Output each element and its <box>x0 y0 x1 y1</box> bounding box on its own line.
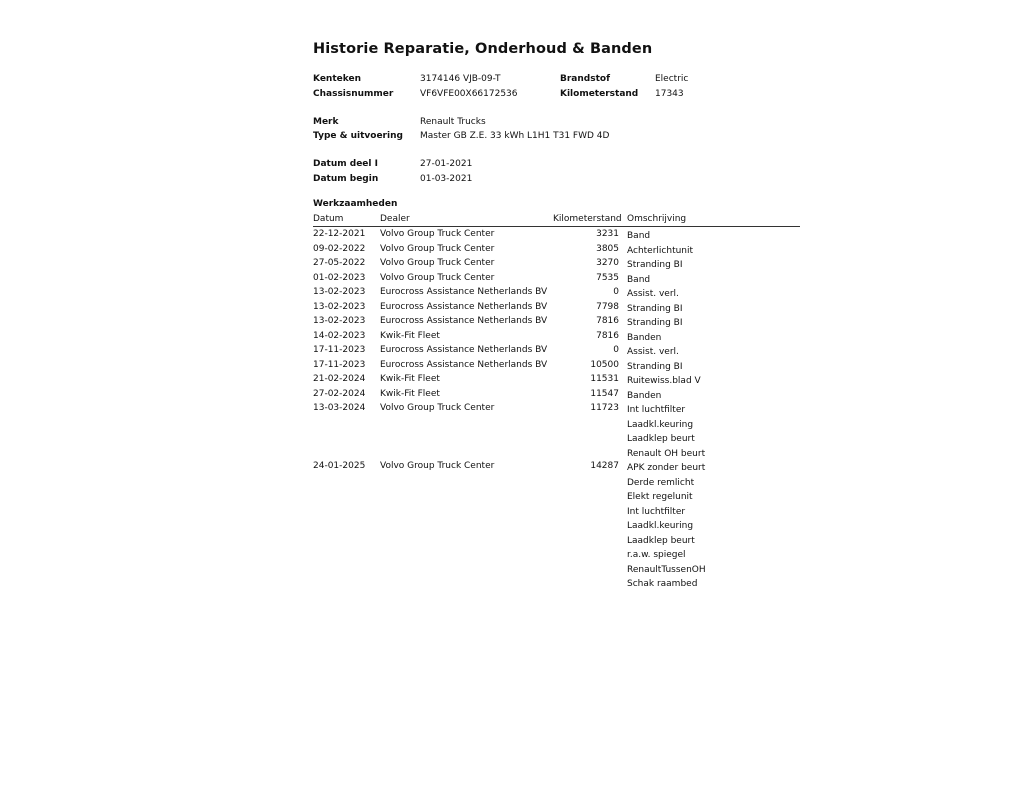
omschrijving-item: APK zonder beurt <box>627 463 706 473</box>
omschrijving-item: Laadklep beurt <box>627 535 695 546</box>
row-kilometerstand: 14287 <box>590 461 619 471</box>
row-omschrijving <box>627 227 800 244</box>
row-datum: 14-02-2023 <box>313 330 366 341</box>
omschrijving-item: Assist. verl. <box>627 347 679 357</box>
werkzaamheden-heading: Werkzaamheden <box>313 199 398 209</box>
omschrijving-item: Renault OH beurt <box>627 448 706 459</box>
datum-begin-label: Datum begin <box>313 173 379 184</box>
row-dealer: Kwik-Fit Fleet <box>380 388 440 399</box>
work-table-body <box>313 227 800 592</box>
row-omschrijving <box>627 389 800 404</box>
kenteken-row <box>313 72 803 87</box>
datum-begin-row <box>313 172 803 187</box>
omschrijving-item: Elekt regelunit <box>627 492 693 502</box>
row-dealer: Volvo Group Truck Center <box>380 258 495 268</box>
row-datum: 21-02-2024 <box>313 374 366 384</box>
table-row <box>313 287 800 302</box>
row-dealer: Eurocross Assistance Netherlands BV <box>380 316 548 326</box>
table-row <box>313 302 800 317</box>
kilometerstand-label: Kilometerstand <box>560 88 639 99</box>
row-omschrijving <box>627 302 800 317</box>
merk-label: Merk <box>313 116 339 127</box>
vehicle-id-section <box>313 72 803 101</box>
datum-deel-value: 27-01-2021 <box>420 159 473 169</box>
row-datum: 13-02-2023 <box>313 301 366 312</box>
row-dealer: Eurocross Assistance Netherlands BV <box>380 301 548 312</box>
row-omschrijving <box>627 287 800 302</box>
page-title: Historie Reparatie, Onderhoud & Banden <box>313 41 653 57</box>
row-kilometerstand: 0 <box>613 287 619 297</box>
chassis-value: VF6VFE00X66172536 <box>420 88 518 99</box>
omschrijving-item: Stranding BI <box>627 260 683 270</box>
column-header-dealer: Dealer <box>380 212 553 227</box>
row-omschrijving <box>627 360 800 375</box>
row-kilometerstand: 3805 <box>596 243 619 254</box>
row-dealer: Volvo Group Truck Center <box>380 229 495 239</box>
row-datum: 01-02-2023 <box>313 272 366 283</box>
omschrijving-item: Schak raambed <box>627 579 698 589</box>
row-dealer: Volvo Group Truck Center <box>380 243 495 254</box>
row-omschrijving <box>627 244 800 259</box>
row-dealer: Kwik-Fit Fleet <box>380 330 440 341</box>
merk-row <box>313 115 803 130</box>
row-datum: 09-02-2022 <box>313 243 366 254</box>
vehicle-dates-section <box>313 157 803 186</box>
omschrijving-item: Assist. verl. <box>627 289 679 299</box>
type-row <box>313 129 803 144</box>
row-omschrijving <box>627 374 800 389</box>
omschrijving-item: Ruitewiss.blad V <box>627 376 701 386</box>
row-kilometerstand: 7816 <box>596 330 619 341</box>
chassis-label: Chassisnummer <box>313 88 394 99</box>
column-header-omschrijving: Omschrijving <box>627 212 800 227</box>
row-datum: 27-05-2022 <box>313 258 366 268</box>
row-datum: 22-12-2021 <box>313 229 366 239</box>
omschrijving-item: Banden <box>627 332 662 343</box>
omschrijving-item: Derde remlicht <box>627 477 695 488</box>
omschrijving-item: Banden <box>627 390 662 401</box>
datum-begin-value: 01-03-2021 <box>420 173 473 184</box>
omschrijving-item: Stranding BI <box>627 361 683 372</box>
omschrijving-item: Band <box>627 274 651 285</box>
row-datum: 13-02-2023 <box>313 316 366 326</box>
omschrijving-item: Int luchtfilter <box>627 506 686 517</box>
table-row <box>313 258 800 273</box>
row-dealer: Kwik-Fit Fleet <box>380 374 440 384</box>
omschrijving-item: RenaultTussenOH <box>627 564 706 575</box>
row-omschrijving <box>627 403 800 461</box>
row-kilometerstand: 3231 <box>596 229 619 239</box>
datum-deel-label: Datum deel I <box>313 159 378 169</box>
column-header-datum: Datum <box>313 212 380 227</box>
omschrijving-item: Stranding BI <box>627 318 683 328</box>
omschrijving-item: Achterlichtunit <box>627 245 694 256</box>
table-row <box>313 227 800 244</box>
row-dealer: Eurocross Assistance Netherlands BV <box>380 345 548 355</box>
row-kilometerstand: 7798 <box>596 301 619 312</box>
row-omschrijving <box>627 461 800 592</box>
table-row <box>313 360 800 375</box>
kenteken-label: Kenteken <box>313 74 361 84</box>
chassis-row <box>313 87 803 102</box>
table-row <box>313 273 800 288</box>
row-kilometerstand: 3270 <box>596 258 619 268</box>
report <box>313 40 803 592</box>
omschrijving-item: Stranding BI <box>627 303 683 314</box>
row-dealer: Volvo Group Truck Center <box>380 403 495 413</box>
row-datum: 24-01-2025 <box>313 461 366 471</box>
datum-deel-row <box>313 157 803 172</box>
row-kilometerstand: 11531 <box>590 374 619 384</box>
omschrijving-item: Band <box>627 231 651 241</box>
row-datum: 13-02-2023 <box>313 287 366 297</box>
brandstof-label: Brandstof <box>560 74 610 84</box>
table-header-row <box>313 212 800 227</box>
omschrijving-item: Laadkl.keuring <box>627 419 694 430</box>
table-row <box>313 403 800 461</box>
vehicle-model-section <box>313 115 803 144</box>
table-row <box>313 345 800 360</box>
work-table <box>313 212 800 592</box>
row-omschrijving <box>627 345 800 360</box>
kilometerstand-value: 17343 <box>655 88 684 99</box>
omschrijving-item: Int luchtfilter <box>627 405 686 415</box>
row-kilometerstand: 11723 <box>590 403 619 413</box>
table-row <box>313 244 800 259</box>
table-row <box>313 316 800 331</box>
row-dealer: Eurocross Assistance Netherlands BV <box>380 287 548 297</box>
row-datum: 17-11-2023 <box>313 359 366 370</box>
row-omschrijving <box>627 316 800 331</box>
row-kilometerstand: 10500 <box>590 359 619 370</box>
row-kilometerstand: 11547 <box>590 388 619 399</box>
table-row <box>313 461 800 592</box>
row-omschrijving <box>627 258 800 273</box>
table-row <box>313 374 800 389</box>
merk-value: Renault Trucks <box>420 116 486 127</box>
row-dealer: Volvo Group Truck Center <box>380 272 495 283</box>
row-omschrijving <box>627 273 800 288</box>
row-dealer: Eurocross Assistance Netherlands BV <box>380 359 548 370</box>
omschrijving-item: r.a.w. spiegel <box>627 550 686 560</box>
type-value: Master GB Z.E. 33 kWh L1H1 T31 FWD 4D <box>420 131 610 141</box>
row-omschrijving <box>627 331 800 346</box>
row-kilometerstand: 7816 <box>596 316 619 326</box>
brandstof-value: Electric <box>655 74 689 84</box>
omschrijving-item: Laadklep beurt <box>627 434 695 444</box>
kenteken-value: 3174146 VJB-09-T <box>420 74 501 84</box>
omschrijving-item: Laadkl.keuring <box>627 521 694 531</box>
row-datum: 17-11-2023 <box>313 345 366 355</box>
row-dealer: Volvo Group Truck Center <box>380 461 495 471</box>
row-datum: 27-02-2024 <box>313 388 366 399</box>
type-label: Type & uitvoering <box>313 131 403 141</box>
row-kilometerstand: 7535 <box>596 272 619 283</box>
row-datum: 13-03-2024 <box>313 403 366 413</box>
table-row <box>313 389 800 404</box>
column-header-kilometerstand: Kilometerstand <box>553 212 627 227</box>
table-row <box>313 331 800 346</box>
row-kilometerstand: 0 <box>613 345 619 355</box>
